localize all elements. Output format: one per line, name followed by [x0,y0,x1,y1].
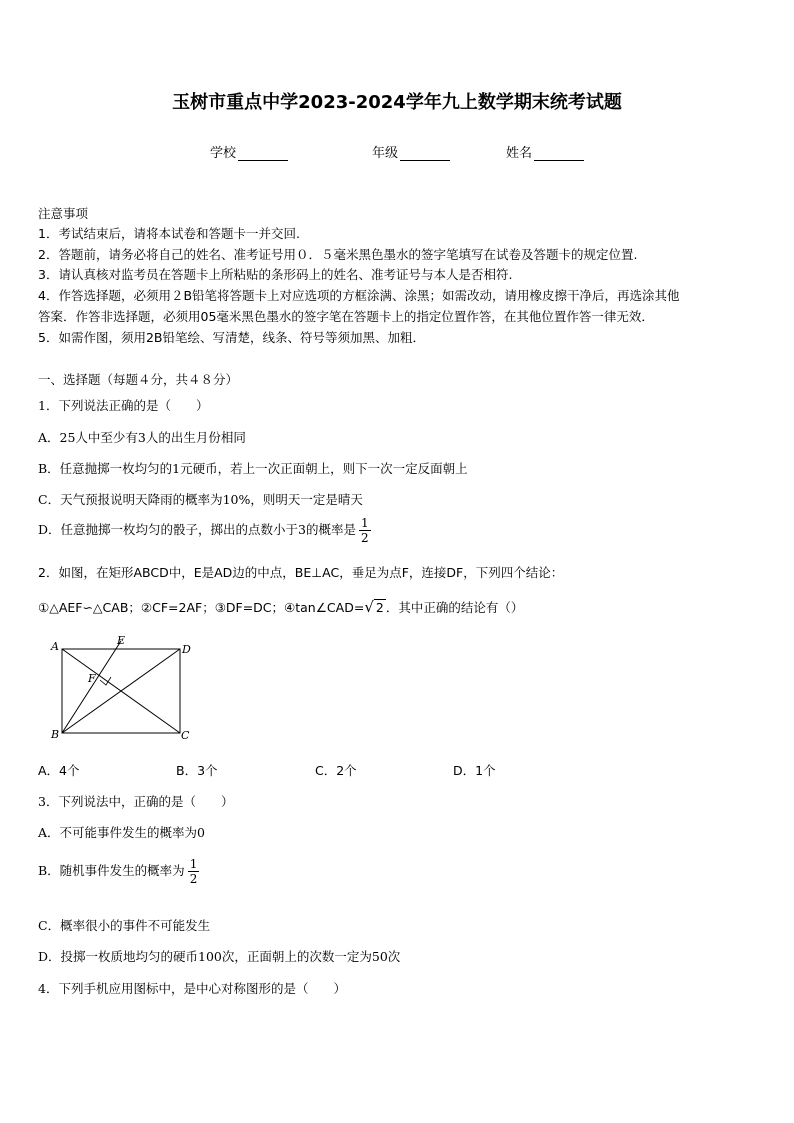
q2-conclusions-tail: ．其中正确的结论有（） [385,600,524,615]
name-blank[interactable] [534,148,584,161]
label-d: D [182,643,191,656]
q2-option-b: B．3个 [176,763,218,778]
q1-option-d [38,516,371,545]
q1-fraction-den: 2 [360,531,369,545]
q2-figure [40,630,210,745]
sqrt-sign: √ [364,598,374,616]
q2-option-d: D．1个 [453,763,496,778]
q2-option-c: C．2个 [315,763,357,778]
label-f: F [88,672,96,685]
q3-fraction [188,857,200,886]
q2-option-a: A．4个 [38,763,80,778]
q3-option-d: D．投掷一枚质地均匀的硬币100次，正面朝上的次数一定为50次 [38,949,401,964]
notice-item-3: 3．请认真核对监考员在答题卡上所粘贴的条形码上的姓名、准考证号与本人是否相符. [38,267,513,282]
label-c: C [181,729,190,742]
q3-fraction-num: 1 [189,857,198,871]
q3-option-b [38,857,199,886]
q1-option-a: A．25人中至少有3人的出生月份相同 [38,430,246,445]
notice-item-4-cont: 答案．作答非选择题，必须用05毫米黑色墨水的签字笔在答题卡上的指定位置作答，在其他位置作答一律无效． [38,309,654,324]
grade-label: 年级 [372,146,399,161]
q2-conclusions [38,598,523,616]
q1-option-d-text: D．任意抛掷一枚均匀的骰子，掷出的点数小于3的概率是 [38,522,356,537]
sqrt-value: 2 [375,600,384,615]
q4-stem: 4．下列手机应用图标中，是中心对称图形的是（ ） [38,981,346,996]
name-field[interactable] [506,142,584,161]
label-a: A [51,640,59,653]
q3-option-b-text: B．随机事件发生的概率为 [38,863,185,878]
label-b: B [51,728,60,741]
q1-option-c: C．天气预报说明天降雨的概率为10%，则明天一定是晴天 [38,492,363,507]
school-blank[interactable] [238,148,288,161]
q1-option-b: B．任意抛掷一枚均匀的1元硬币，若上一次正面朝上，则下一次一定反面朝上 [38,461,468,476]
notice-heading: 注意事项 [38,206,89,221]
q2-stem: 2．如图，在矩形ABCD中，E是AD边的中点，BE⊥AC，垂足为点F，连接DF，下列四个结论： [38,565,564,580]
notice-item-5: 5．如需作图，须用2B铅笔绘、写清楚，线条、符号等须加黑、加粗． [38,330,425,345]
school-label: 学校 [210,146,237,161]
page-title: 玉树市重点中学2023-2024学年九上数学期末统考试题 [172,92,622,113]
q3-fraction-den: 2 [189,872,198,886]
label-e: E [117,634,126,647]
grade-blank[interactable] [400,148,450,161]
q1-stem: 1．下列说法正确的是（ ） [38,398,209,413]
grade-field[interactable] [372,142,450,161]
section-heading: 一、选择题（每题４分，共４８分） [38,372,239,387]
q3-option-a: A．不可能事件发生的概率为0 [38,825,205,840]
q3-stem: 3．下列说法中，正确的是（ ） [38,794,234,809]
notice-item-1: 1．考试结束后，请将本试卷和答题卡一并交回. [38,226,300,241]
notice-item-4: 4．作答选择题，必须用２B铅笔将答题卡上对应选项的方框涂满、涂黑；如需改动，请用橡皮擦干净后，再选涂其他 [38,288,680,303]
name-label: 姓名 [506,146,533,161]
q3-option-c: C．概率很小的事件不可能发生 [38,918,211,933]
q1-fraction [359,516,371,545]
q2-conclusions-text: ①△AEF∽△CAB；②CF=2AF；③DF=DC；④tan∠CAD= [38,600,365,615]
school-field[interactable] [210,142,288,161]
notice-item-2: 2．答题前，请务必将自己的姓名、准考证号用０．５毫米黑色墨水的签字笔填写在试卷及答题卡的规定位置. [38,247,638,262]
q1-fraction-num: 1 [360,516,369,530]
right-angle-mark [100,677,111,685]
